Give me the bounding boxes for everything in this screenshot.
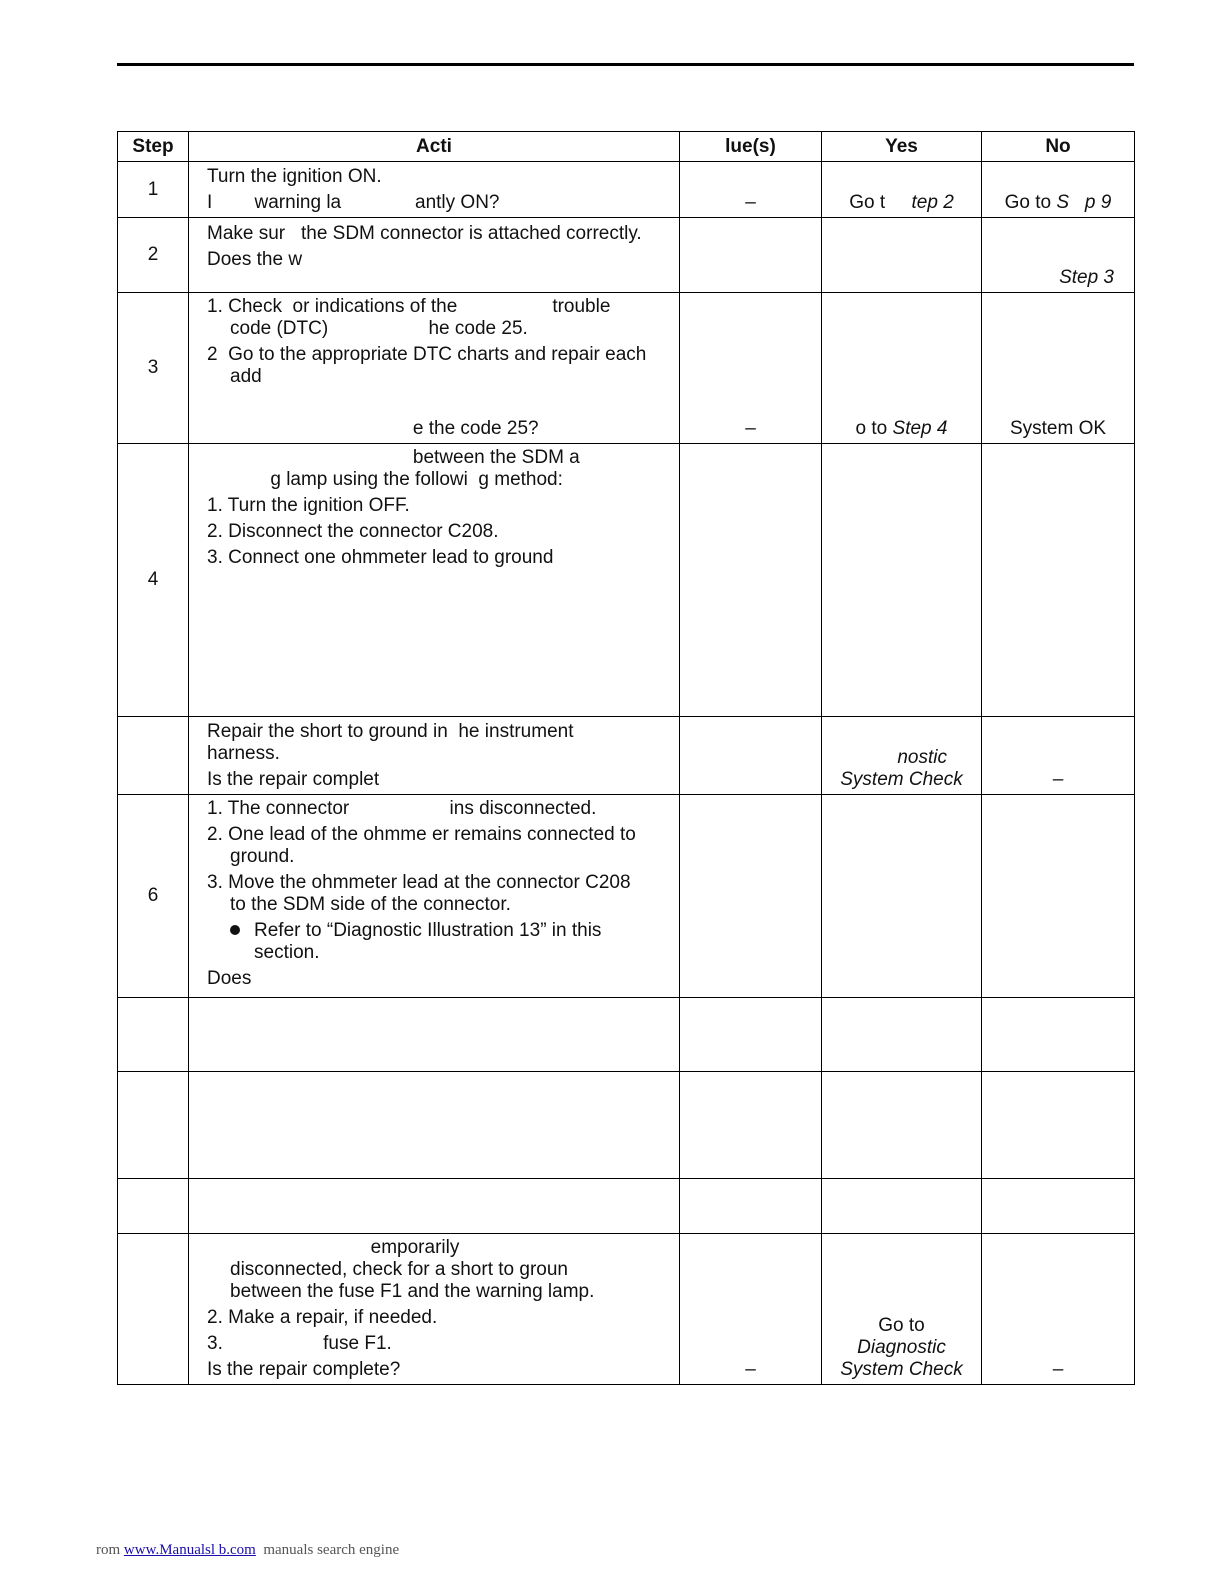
- value-cell: –: [680, 1234, 822, 1385]
- value-cell: [680, 444, 822, 717]
- value-cell: –: [680, 162, 822, 218]
- action-cell: [189, 717, 680, 795]
- yes-cell: [822, 162, 982, 218]
- action-line: between the fuse F1 and the warning lamp.: [230, 1281, 595, 1302]
- action-line: emporarily: [207, 1237, 460, 1258]
- action-line: [207, 920, 669, 942]
- action-line: Make sur the SDM connector is attached correctly.: [207, 223, 642, 244]
- yes-line: System Check: [840, 769, 963, 790]
- step-number: [118, 717, 189, 795]
- header-row: [118, 132, 1135, 162]
- action-line: e the code 25?: [207, 418, 539, 439]
- value-cell: –: [680, 293, 822, 444]
- action-cell: [189, 1234, 680, 1385]
- action-cell: [189, 293, 680, 444]
- action-line: 2 Go to the appropriate DTC charts and repair each: [207, 344, 647, 365]
- step-number: [118, 998, 189, 1072]
- action-line: g lamp using the followi g method:: [207, 469, 563, 490]
- action-line: I warning la antly ON?: [207, 192, 500, 213]
- no-text: Go to: [1004, 192, 1057, 213]
- action-line: Is the repair complete?: [207, 1359, 401, 1380]
- yes-line: Diagnostic: [857, 1337, 946, 1358]
- action-line: to the SDM side of the connector.: [230, 894, 511, 915]
- action-cell: [189, 795, 680, 998]
- no-cell: [982, 1072, 1135, 1179]
- no-cell: [982, 162, 1135, 218]
- table-row: [118, 998, 1135, 1072]
- top-rule: [117, 63, 1134, 66]
- action-line: Is the repair complet: [207, 769, 380, 790]
- header-values: lue(s): [680, 132, 822, 162]
- no-step-ref: S p 9: [1056, 192, 1112, 213]
- yes-cell: [822, 1072, 982, 1179]
- no-cell: –: [982, 1234, 1135, 1385]
- action-line: 2. One lead of the ohmme er remains connected to: [207, 824, 636, 845]
- yes-cell: [822, 1234, 982, 1385]
- value-cell: [680, 795, 822, 998]
- step-number: 4: [118, 444, 189, 717]
- yes-line: Go to: [878, 1315, 925, 1336]
- yes-cell: [822, 444, 982, 717]
- table-row: [118, 717, 1135, 795]
- value-cell: [680, 717, 822, 795]
- yes-cell: [822, 717, 982, 795]
- yes-line: System Check: [840, 1359, 963, 1380]
- no-cell: [982, 444, 1135, 717]
- table-row: [118, 444, 1135, 717]
- yes-step-ref: Step 4: [892, 418, 948, 439]
- action-line: Does the w: [207, 249, 303, 270]
- table-row: [118, 795, 1135, 998]
- no-step-ref: Step 3: [1059, 267, 1114, 288]
- step-number: [118, 1072, 189, 1179]
- action-line: 3. fuse F1.: [207, 1333, 392, 1354]
- footer-suffix: manuals search engine: [255, 1542, 400, 1558]
- table-row: [118, 1072, 1135, 1179]
- action-line: between the SDM a: [207, 447, 580, 468]
- footer-link[interactable]: www.Manualsl b.com: [123, 1542, 256, 1558]
- yes-cell: [822, 218, 982, 293]
- yes-cell: [822, 795, 982, 998]
- table-row: [118, 162, 1135, 218]
- header-step: Step: [118, 132, 189, 162]
- value-cell: [680, 1179, 822, 1234]
- step-number: [118, 1179, 189, 1234]
- footer-prefix: rom: [96, 1542, 124, 1558]
- diagnostic-table: [117, 131, 1135, 1385]
- action-line: 1. Turn the ignition OFF.: [207, 495, 410, 516]
- yes-cell: [822, 1179, 982, 1234]
- action-line: Turn the ignition ON.: [207, 166, 382, 187]
- table-row: [118, 1234, 1135, 1385]
- value-cell: [680, 1072, 822, 1179]
- value-cell: [680, 998, 822, 1072]
- no-cell: System OK: [982, 293, 1135, 444]
- yes-text: Go t: [849, 192, 912, 213]
- yes-step-ref: tep 2: [911, 192, 954, 213]
- yes-text: o to: [855, 418, 893, 439]
- no-cell: –: [982, 717, 1135, 795]
- action-line: disconnected, check for a short to groun: [230, 1259, 568, 1280]
- action-cell: [189, 1072, 680, 1179]
- action-line: Repair the short to ground in he instrument: [207, 721, 574, 742]
- bullet-text: Refer to “Diagnostic Illustration 13” in this: [254, 920, 602, 941]
- table-row: [118, 293, 1135, 444]
- header-yes: Yes: [822, 132, 982, 162]
- step-number: 2: [118, 218, 189, 293]
- action-line: add: [230, 366, 262, 387]
- no-cell: [982, 218, 1135, 293]
- step-number: [118, 1234, 189, 1385]
- action-line: 3. Move the ohmmeter lead at the connector C208: [207, 872, 631, 893]
- action-cell: [189, 162, 680, 218]
- bullet-icon: [230, 925, 240, 935]
- yes-line: nostic: [897, 747, 947, 768]
- no-cell: [982, 998, 1135, 1072]
- action-cell: [189, 1179, 680, 1234]
- footer: [96, 1542, 399, 1559]
- no-cell: [982, 1179, 1135, 1234]
- action-line: harness.: [207, 743, 280, 764]
- step-number: 1: [118, 162, 189, 218]
- no-cell: [982, 795, 1135, 998]
- action-line: section.: [254, 942, 320, 963]
- yes-cell: [822, 293, 982, 444]
- action-cell: [189, 444, 680, 717]
- action-line: 1. The connector ins disconnected.: [207, 798, 597, 819]
- action-line: [207, 392, 669, 414]
- action-line: code (DTC) he code 25.: [230, 318, 528, 339]
- header-no: No: [982, 132, 1135, 162]
- table-row: [118, 1179, 1135, 1234]
- header-action: Acti: [189, 132, 680, 162]
- action-line: ground.: [230, 846, 295, 867]
- action-cell: [189, 998, 680, 1072]
- value-cell: [680, 218, 822, 293]
- action-line: 3. Connect one ohmmeter lead to ground: [207, 547, 554, 568]
- step-number: 6: [118, 795, 189, 998]
- action-line: 2. Make a repair, if needed.: [207, 1307, 438, 1328]
- action-line: 1. Check or indications of the trouble: [207, 296, 611, 317]
- table-row: [118, 218, 1135, 293]
- action-line: Does: [207, 968, 252, 989]
- action-line: 2. Disconnect the connector C208.: [207, 521, 499, 542]
- action-cell: [189, 218, 680, 293]
- yes-cell: [822, 998, 982, 1072]
- step-number: 3: [118, 293, 189, 444]
